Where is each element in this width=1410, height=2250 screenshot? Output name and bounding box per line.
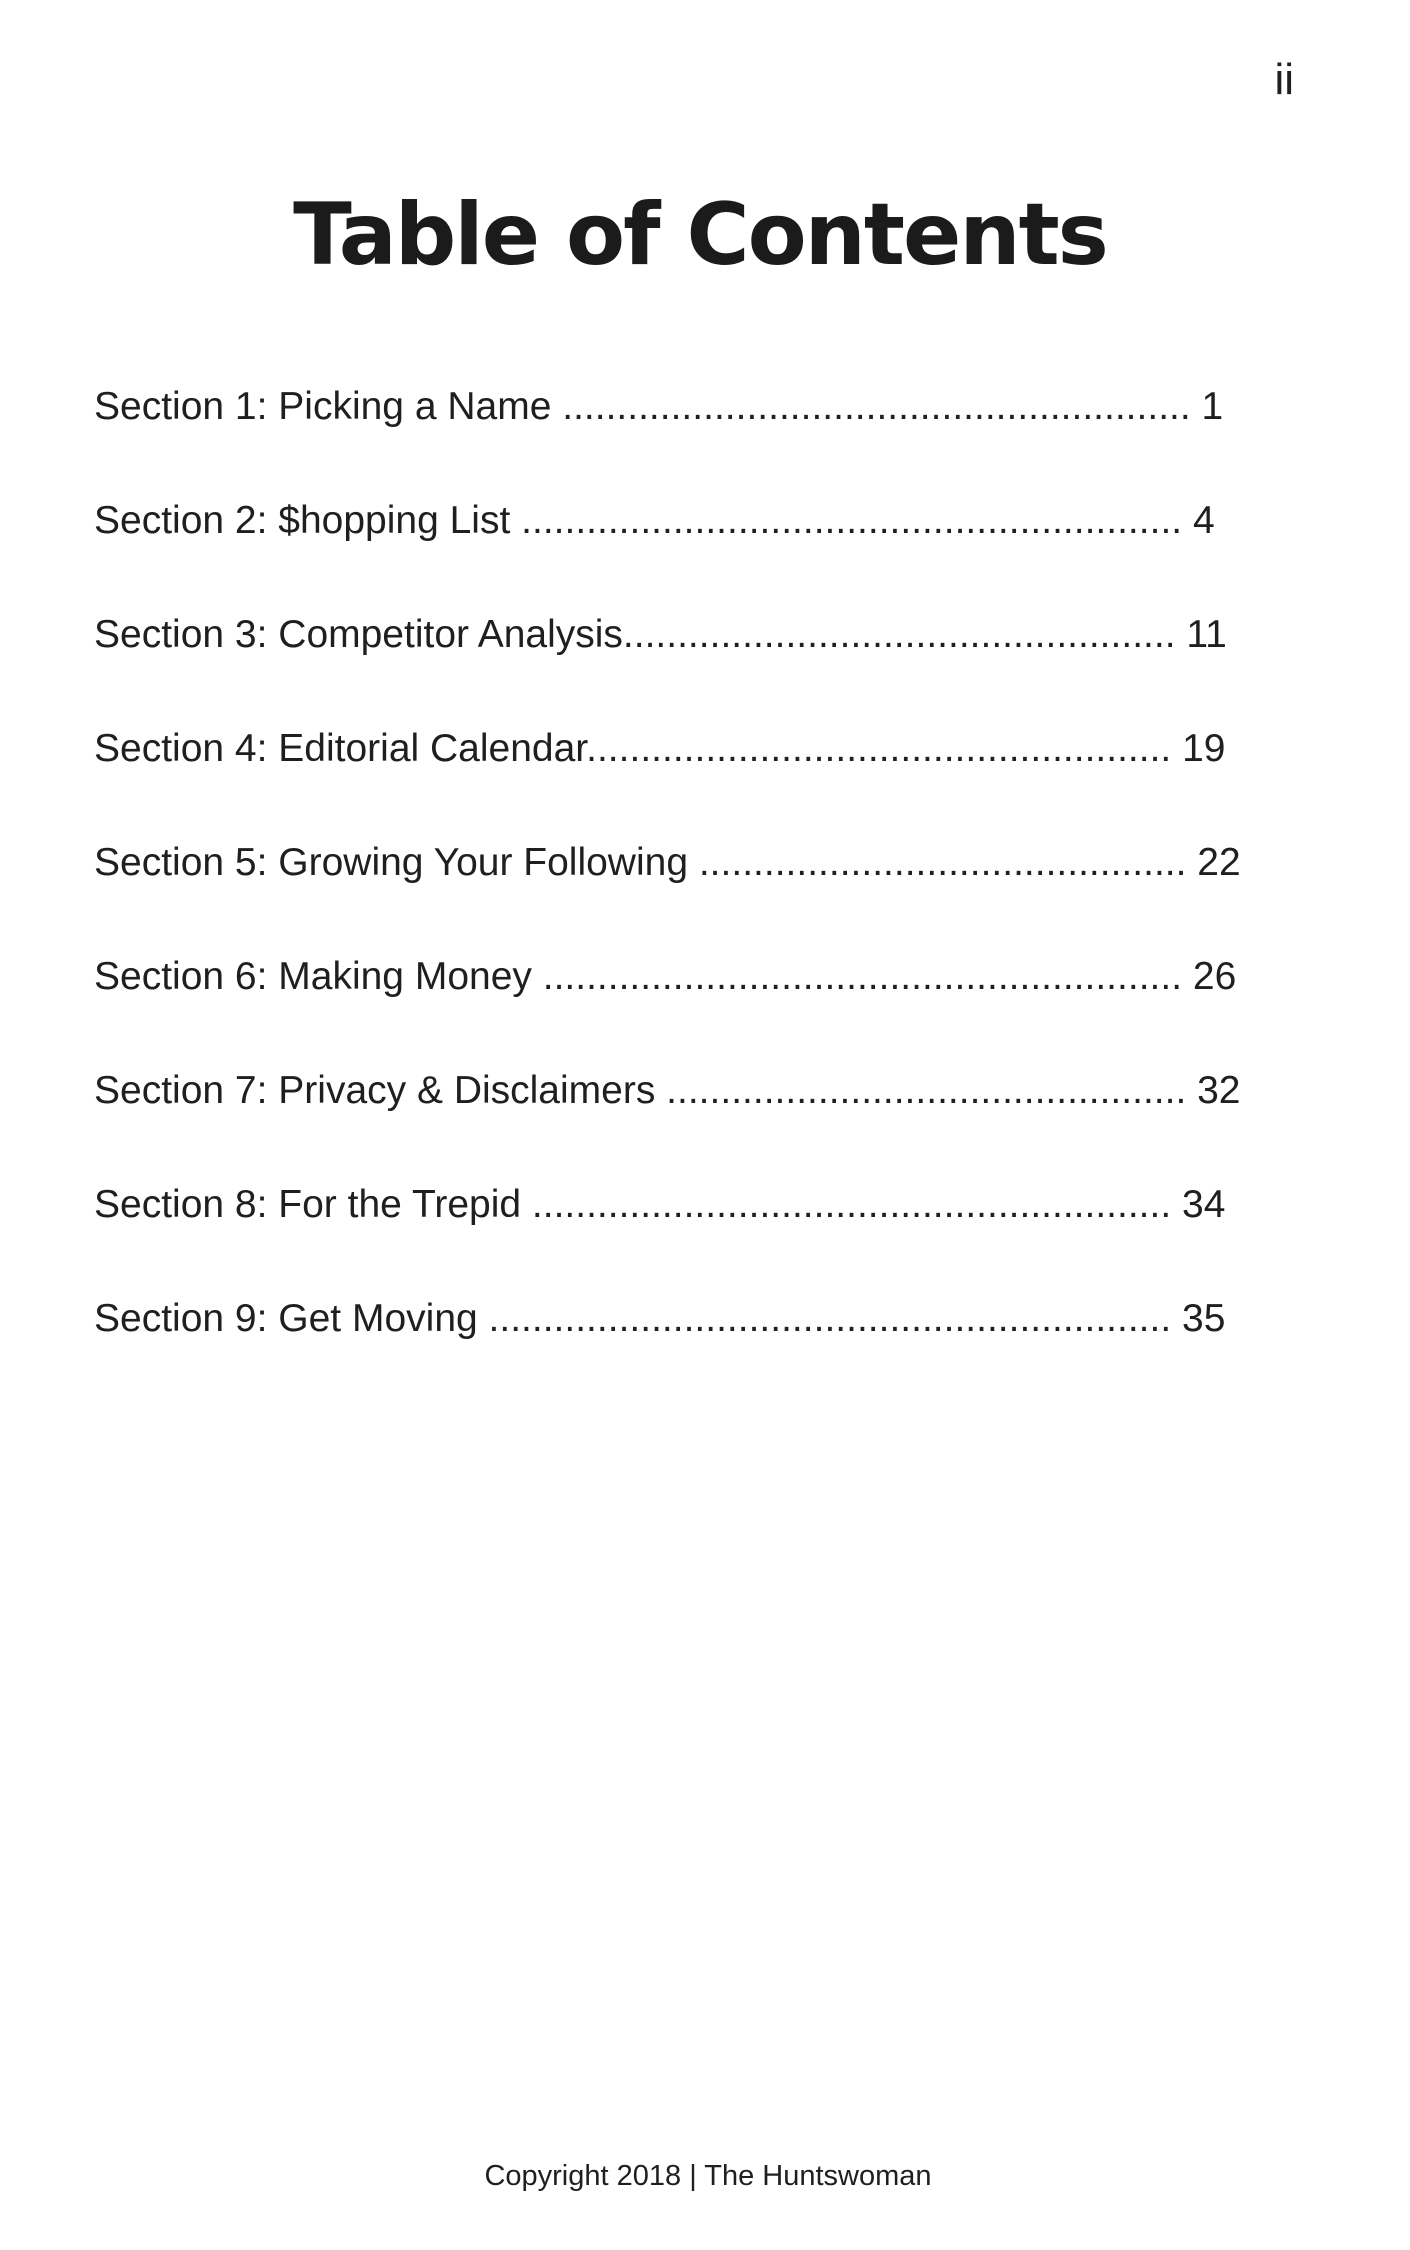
toc-entry-section-8[interactable] [94, 1178, 1334, 1292]
copyright-footer: Copyright 2018 | The Huntswoman [484, 2160, 932, 2192]
toc-entry-section-1[interactable] [94, 380, 1334, 494]
toc-page-number: 34 [1171, 1183, 1226, 1226]
toc-page-number: 4 [1182, 499, 1215, 542]
toc-page-number: 26 [1182, 955, 1237, 998]
toc-page-number: 1 [1190, 385, 1224, 428]
toc-entry-label: Section 9: Get Moving [94, 1297, 478, 1340]
toc-entry-section-7[interactable] [94, 1064, 1334, 1178]
toc-entry-section-3[interactable] [94, 608, 1334, 722]
toc-leader-dots: ................................................ [655, 1069, 1187, 1112]
toc-entry-label: Section 5: Growing Your Following [94, 841, 689, 884]
toc-entry-label: Section 8: For the Trepid [94, 1183, 522, 1226]
toc-leader-dots: .......................................................... [551, 385, 1191, 428]
toc-entry-label: Section 2: $hopping List [94, 499, 511, 542]
table-of-contents [94, 380, 1334, 1406]
page-number: ii [1274, 55, 1294, 104]
toc-entry-section-4[interactable] [94, 722, 1334, 836]
toc-entry-label: Section 6: Making Money [94, 955, 532, 998]
toc-leader-dots: ............................................. [688, 841, 1187, 884]
toc-page-number: 22 [1186, 841, 1241, 884]
toc-leader-dots: ........................................................... [521, 1183, 1172, 1226]
toc-leader-dots: ...................................................... [586, 727, 1172, 770]
toc-leader-dots: ............................................................... [477, 1297, 1172, 1340]
toc-entry-section-6[interactable] [94, 950, 1334, 1064]
toc-entry-section-9[interactable] [94, 1292, 1334, 1406]
toc-entry-section-5[interactable] [94, 836, 1334, 950]
toc-entry-section-2[interactable] [94, 494, 1334, 608]
toc-page-number: 19 [1171, 727, 1226, 770]
toc-leader-dots: ........................................................... [531, 955, 1183, 998]
toc-page-number: 35 [1171, 1297, 1226, 1340]
page-title: Table of Contents [293, 185, 1107, 285]
toc-entry-label: Section 1: Picking a Name [94, 385, 552, 428]
toc-entry-label: Section 7: Privacy & Disclaimers [94, 1069, 656, 1112]
toc-page-number: 32 [1186, 1069, 1241, 1112]
toc-entry-label: Section 3: Competitor Analysis [94, 613, 623, 656]
toc-leader-dots: ................................................... [622, 613, 1176, 656]
toc-entry-label: Section 4: Editorial Calendar [94, 727, 587, 770]
toc-leader-dots: ............................................................. [510, 499, 1183, 542]
toc-page-number: 11 [1175, 613, 1227, 656]
